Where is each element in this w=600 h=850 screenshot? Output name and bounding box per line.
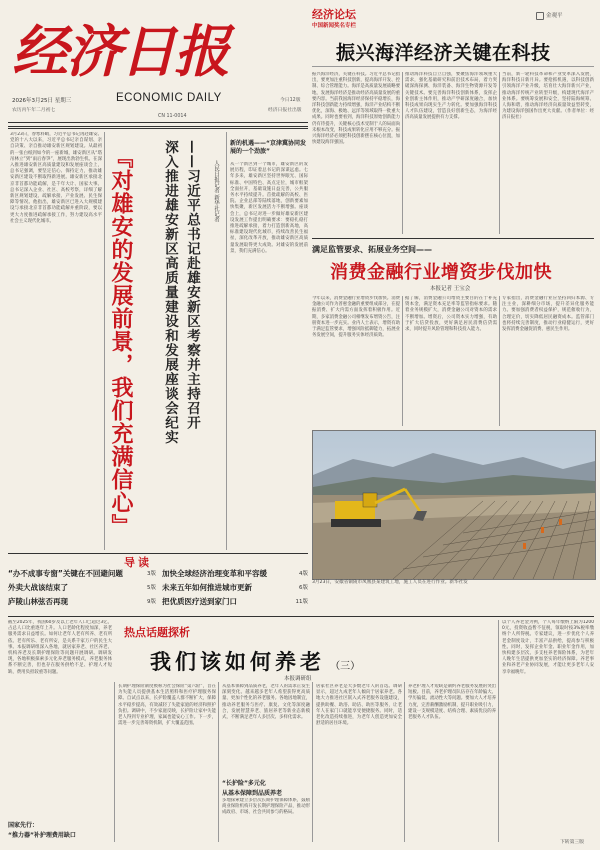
masthead-code: CN 11-0014 (158, 114, 187, 119)
finance-col3: 专家指出，消费金融行业应坚持回归本源、专注主业，深耕细分市场，提升差异化服务能力。要加强消费者权益保护，规范催收行为，合理定价，切实降低居民融资成本。监管部门也将持续完善制度，推动行业稳健运行，更好发挥消费金融促消费、惠民生作用。 (502, 296, 594, 333)
lead-subhead2: ——习近平总书记赴雄安新区考察并主持召开 (184, 140, 200, 430)
hot-topic-headline: 我们该如何养老 (150, 650, 325, 674)
hot-rule-v1 (114, 682, 115, 842)
finance-headline: 消费金融行业增资步伐加快 (330, 262, 552, 283)
construction-photo-image (313, 431, 595, 579)
hot-mid-head: 从基本保障到品质养老 (222, 790, 283, 797)
hot-col5: 养老护理人才短缺是制约养老服务发展的突出短板。目前，养老护理员队伍存在年龄偏大、学历偏低、流动性大等问题。要加大人才培养力度，完善薪酬激励机制，提升职业吸引力，建设一支规模适度、结构合理、素质优良的养老服务人才队伍。 (408, 684, 496, 721)
finance-col2: 据了解，消费金融公司增资主要目的在于补充资本金，满足资本充足率等监管指标要求。随着业务规模扩大，消费金融公司对资本的需求不断增加。增资后，公司资本实力增强，有助于扩大信贷投放，更好满足居民消费信贷需求，同时提升风险管理和科技投入能力。 (405, 296, 497, 333)
finance-caption: 3月23日，安徽省铜陵市凤凰县某建筑工地，施工人员在进行作业。新华社发 (312, 580, 468, 585)
hot-rule-v5 (498, 620, 499, 842)
lead-rule-v2 (226, 132, 227, 550)
column-tag-title: 经济论坛 (312, 8, 356, 21)
masthead-english: ECONOMIC DAILY (116, 92, 222, 104)
search-icon (536, 12, 544, 20)
toc-label: 导读 (124, 556, 152, 569)
hot-col6: 以个人养老金为例，个人每年缴纳上限为12000元，投资收益暂不征税，领取时按3%税率缴纳个人所得税。专家建议，进一步优化个人养老金制度设计，丰富产品供给，提高参与积极性。同时，发挥企业年金、职业年金作用，加快构建多层次、多支柱养老保险体系，为老年人晚年生活提供更加坚实的经济保障。养老事业和养老产业协同发展，才能让更多老年人安享幸福晚年。 (502, 620, 594, 675)
lead-byline: 人民日报记者 新华社记者 (213, 160, 219, 223)
toc-item-4[interactable]: 未来五年如何推进城市更新 6版 (162, 583, 308, 592)
top-right-headline: 振兴海洋经济关键在科技 (336, 42, 551, 64)
hot-col3b: 多地探索建立多层次长期护理保障体系，鼓励商业保险机构开发长期护理保险产品，推动形成政府、市场、社会共同参与的格局。 (222, 798, 310, 816)
search-label: 金观平 (546, 13, 563, 19)
finance-col1: 今年以来，消费金融行业增资步伐加快。消费金融公司作为普惠金融的重要组成部分，在提振消费、扩大内需方面发挥着积极作用。近期，多家消费金融公司相继发布增资公告，注册资本进一步充实。业内人士表示，增资有助于满足监管要求，增强风险抵御能力，拓展业务发展空间，提升服务实体经济质效。 (312, 296, 400, 339)
masthead (8, 6, 308, 138)
hot-col4: 居家社区养老是大多数老年人的首选。调研显示，超过九成老年人倾向于居家养老。各地大力推进社区嵌入式养老服务设施建设，提供助餐、助浴、助洁、助医等服务，让老年人在家门口就能享受便捷服务。同时，适老化改造持续推进，为老年人创造更加安全舒适的居住环境。 (316, 684, 402, 727)
hot-topic-top-rule (8, 616, 594, 617)
finance-rule-v2 (499, 296, 500, 426)
toc-box (8, 556, 308, 610)
masthead-rule-thin (8, 126, 308, 127)
toc-item-3[interactable]: 外卖大战该结束了 5版 (8, 583, 156, 592)
finance-kicker: 满足监管要求、拓展业务空间—— (312, 245, 432, 254)
masthead-edition: 今日12版 (280, 98, 301, 103)
masthead-rule (8, 122, 308, 123)
lead-subhead: 深入推进雄安新区高质量建设和发展座谈会纪实 (162, 140, 178, 445)
hot-box-text: “推力器”补护理费用缺口 (8, 832, 76, 839)
finance-photo (312, 430, 596, 580)
finance-rule-v1 (402, 296, 403, 426)
lead-col-right: 从一个新区到一个城市，雄安新区的发展历程，印证着总书记的深谋远虑。七年多来，雄安新区坚持世界眼光、国际标准、中国特色、高点定位，城市框架全面拉开，基础设施日益完善，公共服务水平持续提升。首批疏解的高校、医院、企业总部等陆续落地，创新要素加快集聚，新区发展活力不断增强。座谈会上，总书记对进一步做好雄安新区建设发展工作提出明确要求：要稳扎稳打推进疏解承接，着力打造创新高地，高标准建设现代化城市，持续改善民生福祉，深化改革开放，推动雄安新区高质量发展取得更大成效。对雄安的发展前景，我们充满信心。 (230, 162, 308, 254)
masthead-title: 经济日报 (12, 19, 228, 85)
finance-byline: 本报记者 王宝会 (430, 286, 471, 292)
hot-rule-v4 (404, 682, 405, 842)
hot-col1: 截至2025年，我国60岁及以上老年人口已超过3亿，占总人口比重逐年上升。人口老龄化程度加深，养老服务需求日益增长。如何让老年人老有所养、老有所依、老有所乐、老有所安，是关系千家万户的民生大事。本报调研组深入各地，就居家养老、社区养老、机构养老及长期护理保险等问题开展调研。调研发现，各地积极探索多元化养老服务模式，养老服务体系不断完善，但也存在服务供给不足、护理人才短缺、费用负担较重等问题。 (8, 620, 112, 675)
hot-box-title: 国家先行： (8, 822, 39, 829)
column-tag (312, 6, 432, 34)
top-right-rule (312, 66, 594, 67)
search-box[interactable] (536, 12, 592, 22)
toc-item-6[interactable]: 把优质医疗送到家门口 11版 (162, 597, 308, 606)
top-right-col2: 推动海洋科技自立自强，要聚焦海洋领域重大需求，强化基础研究和前沿技术布局，着力突破深海探测、海洋装备、海洋生物资源开发等关键技术。要完善海洋科技创新体系，发挥企业创新主体作用，推动产学研深度融合，加快科技成果向现实生产力转化。要加强海洋科技人才队伍建设，营造良好创新生态，为海洋经济高质量发展提供有力支撑。 (405, 72, 497, 121)
page-footer: 下转第三版 (560, 840, 584, 845)
hot-rule-v2 (218, 682, 219, 842)
lead-col-left: 3月23日，春寒料峭，习近平总书记再赴雄安。党的十八大以来，习近平总书记亲自谋划、亲自决策、亲自推动雄安新区规划建设。从最初的一张白纸到如今的一座新城，雄安新区从“塔吊林立”到“雨后春笋”，展现出勃勃生机。在深入推进雄安新区高质量建设和发展座谈会上，总书记强调，要坚定信心、保持定力，推动雄安新区建设不断取得新进展。雄安新区承接北京非首都功能疏解，是千年大计、国家大事。总书记深入企业、社区、高校考察，详细了解新区规划建设、疏解承接、产业发展、民生保障等情况。他指出，雄安新区已进入大规模建设与承接北京非首都功能疏解并重阶段，要以更大力度推进疏解承接工作，努力建设高水平社会主义现代化城市。 (10, 132, 102, 224)
toc-item-2[interactable]: 加快全球经济治理变革和平容缓 4版 (162, 569, 308, 578)
lead-headline: 『对雄安的发展前景，我们充满信心』 (108, 146, 133, 537)
top-right-col3: 当前，新一轮科技革命和产业变革深入发展，海洋科技日新月异。要抢抓机遇，以科技创新引领海洋产业升级，培育壮大海洋新兴产业，推动海洋传统产业转型升级，构建现代海洋产业体系。要统筹发展和安全，坚持陆海统筹、人海和谐，推动海洋经济向质量效益型转变，为建设海洋强国作出更大贡献。（作者单位：经济日报社） (502, 72, 594, 121)
masthead-site: 经济日报社出版 (268, 108, 302, 113)
masthead-date: 2026年3月25日 星期三 (12, 98, 72, 104)
hot-rule-v3 (312, 682, 313, 842)
top-right-rule-v2 (499, 72, 500, 234)
toc-item-5[interactable]: 庐陵山林弦否再现 9版 (8, 597, 156, 606)
lead-rule-v1 (104, 132, 105, 550)
column-tag-sub: 中国新闻奖名专栏 (312, 23, 357, 29)
lead-side-title: 新的机遇——“京津冀协同发展的一个劲旅” (230, 140, 306, 155)
hot-topic-label: 热点话题探析 (124, 626, 190, 639)
hot-col2: 长期护理保险制度被称为社会保险“第六险”，旨在为失能人员提供基本生活照料和医疗护理服务保障。自试点以来，长护险覆盖人群不断扩大，保障水平稳步提高，有效减轻了失能家庭的经济和照护负担。调研中，不少家庭反映，长护险让家中失能老人得到专业护理，家属也能安心工作。下一步，需进一步完善筹资机制，扩大覆盖范围。 (118, 684, 216, 727)
hot-topic-headline-wrap (150, 646, 360, 676)
lead-top-rule (8, 128, 308, 129)
hot-topic-series: （三） (330, 661, 361, 672)
toc-top-rule (8, 553, 308, 554)
hot-col3: 从基本保障到品质养老，老年人的需求正发生深刻变化。越来越多老年人希望获得更高质量、更加个性化的养老服务。各地因地制宜，推动养老服务与医疗、康复、文化等深度融合，发展智慧养老、旅居养老等新业态新模式，不断满足老年人多层次、多样化需求。 (222, 684, 310, 721)
top-right-col1: 振兴海洋经济，关键在科技。习近平总书记指出，要更加注重科技创新，提高海洋开发、控制、综合管理能力。海洋是高质量发展战略要地，发展海洋经济是推动经济高质量发展的重要内容。当前我国海洋经济保持平稳增长，海洋科技创新能力持续增强，海洋产业结构不断优化，深海、极地、远洋等领域取得一批重大成果。同时也要看到，海洋科技原始创新能力仍有待提升，关键核心技术受制于人的局面尚未根本改变，科技成果转化应用不够充分。振兴海洋经济必须把科技创新摆在核心位置，加快建设海洋强国。 (312, 72, 400, 146)
hot-topic-byline: 本报调研组 (284, 676, 312, 682)
top-right-rule-v1 (402, 72, 403, 234)
masthead-lunar: 农历丙午年二月初七 (12, 108, 56, 113)
hot-mid-head2: “长护险”多元化 (222, 780, 266, 787)
toc-item-1[interactable]: “办不成事专窗”关键在不回避问题 3版 (8, 569, 156, 578)
finance-top-rule (312, 238, 594, 239)
